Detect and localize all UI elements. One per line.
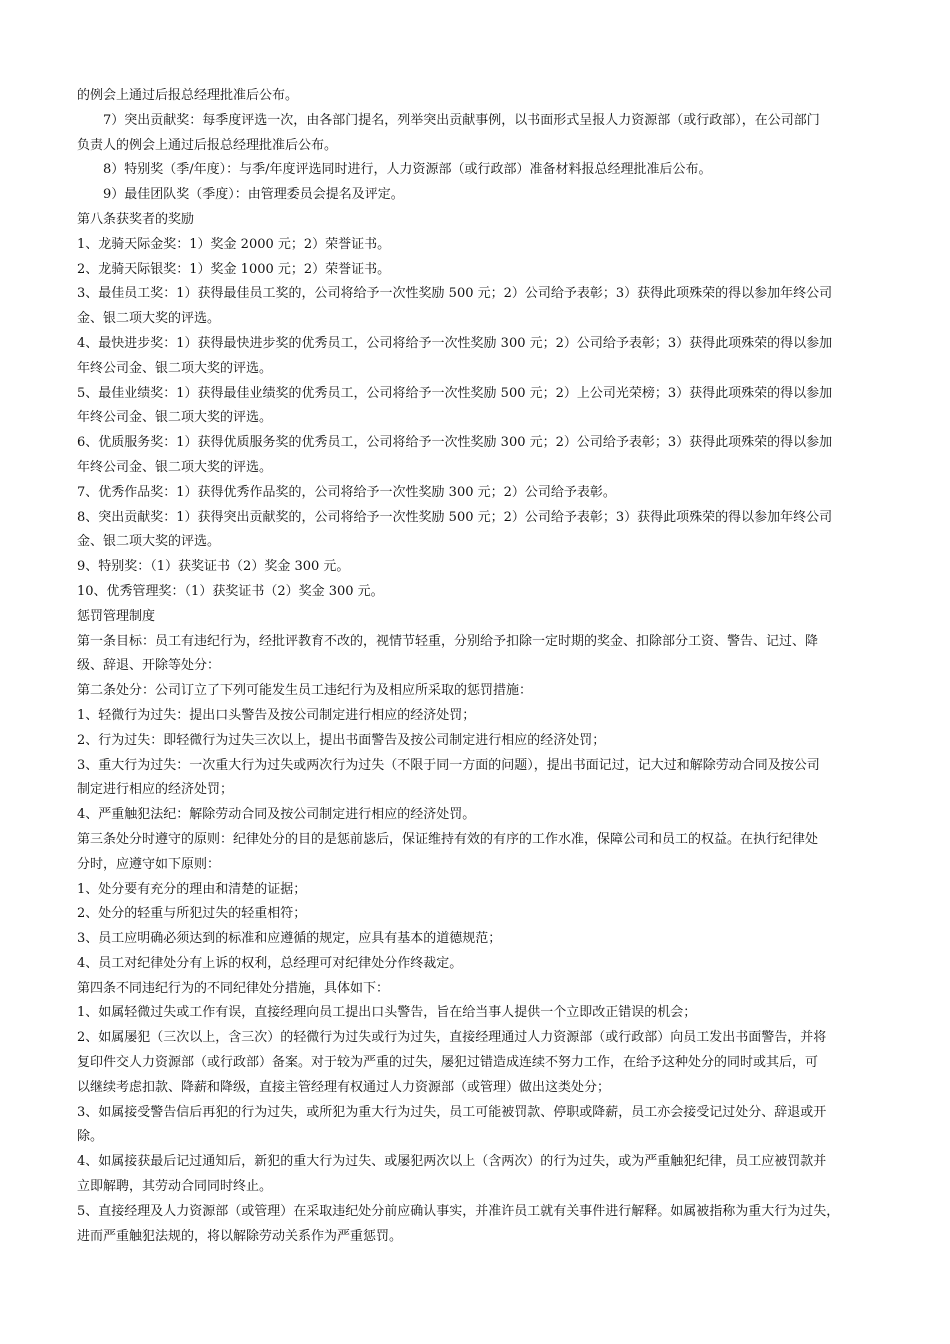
document-line: 9、特别奖：（1）获奖证书（2）奖金 300 元。 <box>77 559 350 575</box>
document-line: 2、处分的轻重与所犯过失的轻重相符； <box>77 906 307 922</box>
document-line: 2、如属屡犯（三次以上，含三次）的轻微行为过失或行为过失，直接经理通过人力资源部（或行政部）向员工发出书面警告，并将 <box>77 1030 827 1046</box>
document-line: 1、龙骑天际金奖：1）奖金 2000 元；2）荣誉证书。 <box>77 236 391 252</box>
document-line: 6、优质服务奖：1）获得优质服务奖的优秀员工，公司将给予一次性奖励 300 元；2）公司给予表彰；3）获得此项殊荣的得以参加 <box>77 435 833 451</box>
document-line: 9）最佳团队奖（季度）：由管理委员会提名及评定。 <box>103 187 404 203</box>
document-line: 3、最佳员工奖：1）获得最佳员工奖的，公司将给予一次性奖励 500 元；2）公司给予表彰；3）获得此项殊荣的得以参加年终公司 <box>77 286 833 302</box>
document-line: 1、处分要有充分的理由和清楚的证据； <box>77 881 307 897</box>
document-line: 第二条处分：公司订立了下列可能发生员工违纪行为及相应所采取的惩罚措施： <box>77 683 533 699</box>
document-line: 的例会上通过后报总经理批准后公布。 <box>77 88 299 103</box>
document-line: 3、重大行为过失：一次重大行为过失或两次行为过失（不限于同一方面的问题），提出书面记过，记大过和解除劳动合同及按公司 <box>77 757 820 773</box>
document-line: 3、如属接受警告信后再犯的行为过失，或所犯为重大行为过失，员工可能被罚款、停职或降薪，员工亦会接受记过处分、辞退或开 <box>77 1104 827 1120</box>
document-line: 金、银二项大奖的评选。 <box>77 534 221 550</box>
document-line: 立即解聘，其劳动合同同时终止。 <box>77 1179 273 1195</box>
document-line: 金、银二项大奖的评选。 <box>77 311 221 327</box>
document-line: 以继续考虑扣款、降薪和降级，直接主管经理有权通过人力资源部（或管理）做出这类处分； <box>77 1079 611 1095</box>
document-line: 分时，应遵守如下原则： <box>77 856 221 872</box>
document-line: 级、辞退、开除等处分： <box>77 658 221 674</box>
document-body <box>77 84 877 1249</box>
document-line: 年终公司金、银二项大奖的评选。 <box>77 360 273 376</box>
document-line: 5、最佳业绩奖：1）获得最佳业绩奖的优秀员工，公司将给予一次性奖励 500 元；2）上公司光荣榜；3）获得此项殊荣的得以参加 <box>77 385 833 401</box>
document-line: 4、员工对纪律处分有上诉的权利，总经理可对纪律处分作终裁定。 <box>77 955 463 971</box>
document-line: 第一条目标：员工有违纪行为，经批评教育不改的，视情节轻重，分别给予扣除一定时期的奖金、扣除部分工资、警告、记过、降 <box>77 633 819 649</box>
document-line: 5、直接经理及人力资源部（或管理）在采取违纪处分前应确认事实，并准许员工就有关事件进行解释。如属被指称为重大行为过失， <box>77 1203 840 1219</box>
document-line: 除。 <box>77 1129 104 1145</box>
document-line: 4、如属接获最后记过通知后，新犯的重大行为过失、或屡犯两次以上（含两次）的行为过失，或为严重触犯纪律，员工应被罚款并 <box>77 1154 827 1170</box>
document-line: 负责人的例会上通过后报总经理批准后公布。 <box>77 137 338 153</box>
document-line: 7）突出贡献奖：每季度评选一次，由各部门提名，列举突出贡献事例，以书面形式呈报人力资源部（或行政部），在公司部门 <box>103 112 820 128</box>
document-line: 4、严重触犯法纪：解除劳动合同及按公司制定进行相应的经济处罚。 <box>77 807 476 823</box>
document-line: 惩罚管理制度 <box>77 608 156 624</box>
document-line: 2、龙骑天际银奖：1）奖金 1000 元；2）荣誉证书。 <box>77 261 391 277</box>
document-line: 年终公司金、银二项大奖的评选。 <box>77 459 273 475</box>
document-line: 复印件交人力资源部（或行政部）备案。对于较为严重的过失，屡犯过错造成连续不努力工作，在给予这种处分的同时或其后，可 <box>77 1055 819 1071</box>
document-line: 第四条不同违纪行为的不同纪律处分措施，具体如下： <box>77 980 390 996</box>
document-line: 8）特别奖（季/年度）：与季/年度评选同时进行，人力资源部（或行政部）准备材料报总经理批准后公布。 <box>103 162 712 178</box>
document-line: 第三条处分时遵守的原则：纪律处分的目的是惩前毖后，保证维持有效的有序的工作水准，保障公司和员工的权益。在执行纪律处 <box>77 831 819 847</box>
document-line: 10、优秀管理奖：（1）获奖证书（2）奖金 300 元。 <box>77 583 384 599</box>
document-line: 4、最快进步奖：1）获得最快进步奖的优秀员工，公司将给予一次性奖励 300 元；2）公司给予表彰；3）获得此项殊荣的得以参加 <box>77 335 833 351</box>
document-line: 3、员工应明确必须达到的标准和应遵循的规定，应具有基本的道德规范； <box>77 931 502 947</box>
document-line: 第八条获奖者的奖励 <box>77 211 195 227</box>
document-line: 2、行为过失：即轻微行为过失三次以上，提出书面警告及按公司制定进行相应的经济处罚； <box>77 732 606 748</box>
document-line: 1、如属轻微过失或工作有误，直接经理向员工提出口头警告，旨在给当事人提供一个立即改正错误的机会； <box>77 1005 697 1021</box>
document-line: 1、轻微行为过失：提出口头警告及按公司制定进行相应的经济处罚； <box>77 707 476 723</box>
document-line: 8、突出贡献奖：1）获得突出贡献奖的，公司将给予一次性奖励 500 元；2）公司给予表彰；3）获得此项殊荣的得以参加年终公司 <box>77 509 833 525</box>
document-line: 制定进行相应的经济处罚； <box>77 782 234 798</box>
document-line: 年终公司金、银二项大奖的评选。 <box>77 410 273 426</box>
document-line: 进而严重触犯法规的，将以解除劳动关系作为严重惩罚。 <box>77 1228 403 1244</box>
document-line: 7、优秀作品奖：1）获得优秀作品奖的，公司将给予一次性奖励 300 元；2）公司给予表彰。 <box>77 484 616 500</box>
